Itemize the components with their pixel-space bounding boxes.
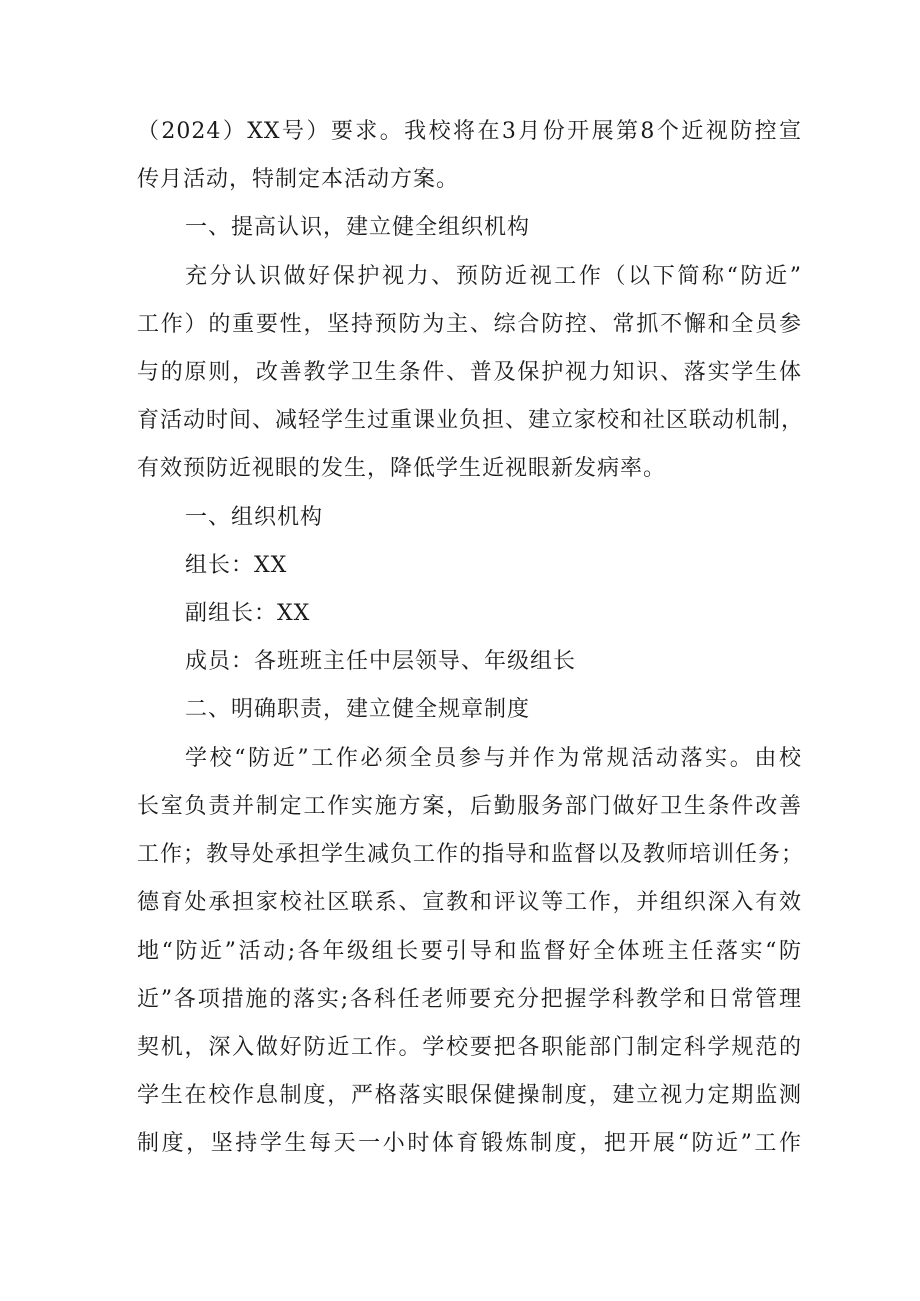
text-line-2: 传月活动，特制定本活动方案。	[137, 167, 460, 192]
text-line-14: 学校“防近”工作必须全员参与并作为常规活动落实。由校	[185, 746, 802, 771]
text-line-8: 有效预防近视眼的发生，降低学生近视眼新发病率。	[137, 456, 667, 481]
section-heading-3: 二、明确职责，建立健全规章制度	[185, 697, 531, 722]
text-line-22: 制度，坚持学生每天一小时体育锻炼制度，把开展“防近”工作	[137, 1131, 802, 1156]
deputy-leader: 副组长：XX	[185, 601, 311, 626]
text-line-1: （2024）XX号）要求。我校将在3月份开展第8个近视防控宣	[137, 119, 802, 144]
text-line-16: 工作；教导处承担学生减负工作的指导和监督以及教师培训任务；	[137, 842, 805, 867]
text-line-4: 充分认识做好保护视力、预防近视工作（以下简称“防近”	[185, 264, 802, 289]
text-line-17: 德育处承担家校社区联系、宣教和评议等工作，并组织深入有效	[137, 890, 802, 915]
text-line-15: 长室负责并制定工作实施方案，后勤服务部门做好卫生条件改善	[137, 794, 802, 819]
text-line-18: 地“防近”活动;各年级组长要引导和监督好全体班主任落实“防	[137, 939, 802, 964]
text-line-21: 学生在校作息制度，严格落实眼保健操制度，建立视力定期监测	[137, 1083, 802, 1108]
section-heading-2: 一、组织机构	[185, 505, 324, 530]
section-heading-1: 一、提高认识，建立健全组织机构	[185, 215, 531, 240]
text-line-19: 近”各项措施的落实;各科任老师要充分把握学科教学和日常管理	[137, 987, 802, 1012]
team-leader: 组长：XX	[185, 553, 288, 578]
members: 成员：各班班主任中层领导、年级组长	[185, 649, 577, 674]
text-line-5: 工作）的重要性，坚持预防为主、综合防控、常抓不懈和全员参	[137, 312, 802, 337]
text-line-7: 育活动时间、减轻学生过重课业负担、建立家校和社区联动机制，	[137, 408, 805, 433]
text-line-6: 与的原则，改善教学卫生条件、普及保护视力知识、落实学生体	[137, 360, 802, 385]
text-line-20: 契机，深入做好防近工作。学校要把各职能部门制定科学规范的	[137, 1035, 802, 1060]
